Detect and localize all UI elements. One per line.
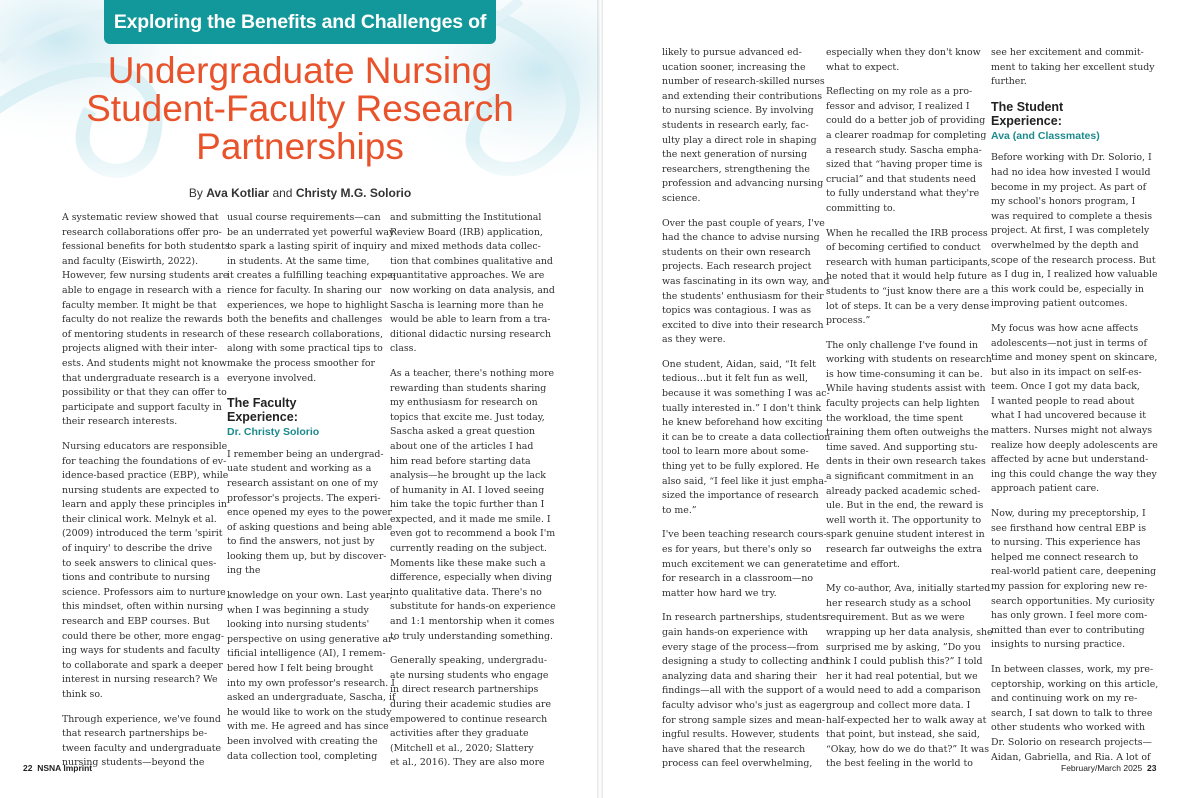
- text-line: see firsthand how central EBP is: [991, 522, 1147, 534]
- text-line: number of research-skilled nurses: [662, 76, 825, 88]
- text-line: activities after they graduate: [390, 728, 529, 740]
- paragraph: [662, 611, 829, 772]
- text-line: ditional didactic nursing research: [390, 328, 551, 340]
- text-line: even got to recommend a book I'm: [390, 528, 556, 540]
- text-line: research with human participants,: [826, 256, 991, 268]
- text-line: knowledge on your own. Last year,: [227, 590, 393, 602]
- text-line: improving patient outcomes.: [991, 298, 1128, 310]
- text-line: lot of steps. It can be a very dense: [826, 300, 990, 312]
- text-line: nursing students are expected to: [62, 484, 220, 496]
- text-line: working with students on research: [826, 354, 992, 366]
- text-line: idence-based practice (EBP), while: [62, 470, 229, 482]
- text-line: well worth it. The opportunity to: [826, 514, 982, 526]
- text-line: research collaborations offer pro-: [62, 226, 222, 238]
- text-line: and extending their contributions: [662, 90, 823, 102]
- section-heading-line: The Faculty: [227, 396, 297, 411]
- text-line: I wanted people to read about: [991, 395, 1135, 407]
- text-line: that point, but instead, she said,: [826, 729, 980, 741]
- text-line: to fully understand what they're: [826, 188, 980, 200]
- text-line: project. At first, I was completely: [991, 225, 1150, 237]
- article-title-line: Student-Faculty Research: [86, 88, 514, 129]
- text-line: findings—all with the support of a: [662, 685, 824, 697]
- text-line: be an underrated yet powerful way: [227, 226, 395, 238]
- text-line: teem. Once I got my data back,: [991, 381, 1140, 393]
- text-line: both the benefits and challenges: [227, 314, 383, 326]
- text-line: ests. And students might not know: [62, 357, 227, 369]
- page-number: 22: [23, 763, 33, 773]
- text-line: was fascinating in its own way, and: [662, 275, 830, 287]
- text-line: perspective on using generative ar-: [227, 633, 396, 645]
- text-line: helped me connect research to: [991, 551, 1139, 563]
- text-line: her research study as a school: [826, 597, 972, 609]
- section-subheading: Dr. Christy Solorio: [227, 426, 320, 439]
- text-line: My co-author, Ava, initially started: [826, 583, 991, 595]
- text-line: to seek answers to clinical ques-: [62, 557, 217, 569]
- byline-by: By: [188, 186, 203, 200]
- text-line: faculty projects can help lighten: [826, 398, 980, 410]
- text-line: tedious…but it felt fun as well,: [662, 373, 808, 385]
- text-line: matters. Nurses might not always: [991, 425, 1153, 437]
- text-line: insights to nursing practice.: [991, 639, 1126, 651]
- folio-left: [23, 763, 92, 773]
- text-line: tions and contribute to nursing: [62, 572, 211, 584]
- paragraph: [826, 227, 991, 329]
- text-line: process.”: [826, 315, 871, 327]
- text-line: students to “just know there are a: [826, 285, 989, 297]
- section-header-text: Exploring the Benefits and Challenges of: [113, 10, 487, 33]
- text-line: to nursing. This experience has: [991, 537, 1141, 549]
- text-line: for teaching the foundations of ev-: [62, 455, 227, 467]
- text-line: (Mitchell et al., 2020; Slattery: [390, 742, 534, 754]
- text-line: difference, especially when diving: [390, 572, 553, 584]
- text-line: dents in their own research takes: [826, 456, 986, 468]
- text-line: designing a study to collecting and: [662, 656, 829, 668]
- text-line: of humanity in AI. I loved seeing: [390, 484, 545, 496]
- byline: [40, 186, 560, 200]
- paragraph: [62, 211, 230, 430]
- text-line: is how time-consuming it can be.: [826, 368, 983, 380]
- text-line: While having students assist with: [826, 383, 986, 395]
- text-line: the workload, the time spent: [826, 412, 964, 424]
- paragraph: [227, 448, 393, 579]
- text-line: what to expect.: [826, 61, 900, 73]
- text-line: tificial intelligence (AI), I remem-: [227, 648, 386, 660]
- section-heading-line: The Student: [991, 99, 1064, 114]
- text-line: rience for faculty. In sharing our: [227, 284, 382, 296]
- text-line: analyzing data and sharing their: [662, 670, 817, 682]
- paragraph: [826, 46, 981, 75]
- text-line: could there be other, more engag-: [62, 630, 225, 642]
- text-line: professor's projects. The experi-: [227, 492, 381, 504]
- text-line: a clearer roadmap for completing: [826, 129, 987, 141]
- text-column-1: [62, 211, 230, 771]
- text-line: et al., 2016). They are also more: [390, 757, 545, 769]
- text-line: and continuing work on my re-: [991, 693, 1138, 705]
- text-line: topics that excite me. Just today,: [390, 411, 545, 423]
- text-line: time saved. And supporting stu-: [826, 441, 978, 453]
- text-line: learn and apply these principles in: [62, 499, 227, 511]
- text-line: As a teacher, there's nothing more: [390, 367, 555, 379]
- text-line: everyone involved.: [227, 372, 317, 384]
- paragraph: [662, 358, 831, 519]
- text-line: this work could be, especially in: [991, 283, 1144, 295]
- text-line: time and money spent on skincare,: [991, 352, 1158, 364]
- publication-name: NSNA Imprint: [37, 763, 93, 773]
- text-line: When he recalled the IRB process: [826, 227, 988, 239]
- text-column-3: [390, 211, 556, 771]
- text-line: further.: [991, 76, 1027, 88]
- paragraph: [662, 528, 827, 601]
- text-line: with me. He agreed and has since: [227, 721, 389, 733]
- section-heading-line: Experience:: [227, 410, 298, 425]
- page-number: 23: [1147, 763, 1157, 773]
- paragraph: [826, 85, 987, 216]
- text-line: see her excitement and commit-: [991, 47, 1144, 58]
- text-line: the best feeling in the world to: [826, 758, 973, 770]
- text-line: other students who worked with: [991, 722, 1146, 734]
- text-line: In research partnerships, students: [662, 612, 827, 624]
- text-line: quantitative approaches. We are: [390, 270, 545, 282]
- paragraph: [227, 589, 396, 764]
- text-line: the students' enthusiasm for their: [662, 290, 824, 302]
- text-line: Review Board (IRB) application,: [390, 226, 543, 238]
- text-line: A systematic review showed that: [62, 212, 219, 223]
- text-line: scope of the research process. But: [991, 254, 1156, 266]
- text-line: ence opened my eyes to the power: [227, 507, 392, 519]
- text-line: ucation sooner, increasing the: [662, 61, 806, 73]
- text-line: Now, during my preceptorship, I: [991, 508, 1146, 520]
- text-line: bered how I felt being brought: [227, 663, 374, 675]
- text-line: in direct research partnerships: [390, 684, 539, 696]
- text-line: approach patient care.: [991, 483, 1100, 495]
- text-line: possibility or that they can offer to: [62, 387, 227, 399]
- text-line: group and collect more data. I: [826, 699, 971, 711]
- text-line: of these research collaborations,: [227, 328, 383, 340]
- text-line: what I had uncovered because it: [991, 410, 1147, 422]
- text-line: in students. At the same time,: [227, 255, 370, 267]
- text-line: during their academic studies are: [390, 699, 552, 710]
- text-line: matter how hard we try.: [662, 587, 777, 599]
- text-line: ceptorship, working on this article,: [991, 678, 1159, 690]
- text-line: Reflecting on my role as a pro-: [826, 86, 973, 98]
- text-line: gain hands-on experience with: [662, 626, 808, 638]
- text-line: usual course requirements—can: [227, 212, 381, 223]
- text-line: he would like to work on the study: [227, 706, 392, 718]
- text-line: empowered to continue research: [390, 713, 548, 725]
- article-title: [40, 52, 560, 166]
- text-line: profession and advancing nursing: [662, 178, 824, 190]
- byline-and: and: [272, 186, 293, 200]
- text-column-4: [662, 46, 831, 772]
- text-line: of becoming certified to conduct: [826, 242, 981, 254]
- text-line: realize how deeply adolescents are: [991, 439, 1158, 451]
- text-line: My focus was how acne affects: [991, 322, 1139, 334]
- text-line: half-expected her to walk away at: [826, 714, 987, 726]
- text-line: already packed academic sched-: [826, 485, 981, 497]
- text-line: and 1:1 mentorship when it comes: [390, 616, 555, 628]
- text-line: projects aligned with their inter-: [62, 343, 218, 355]
- text-line: rewarding than students sharing: [390, 382, 547, 394]
- text-line: to spark a lasting spirit of inquiry: [227, 241, 387, 253]
- text-line: now working on data analysis, and: [390, 284, 555, 296]
- text-line: Moments like these make such a: [390, 557, 546, 569]
- section-header-tab: [104, 0, 496, 44]
- text-line: “Okay, how do we do that?” It was: [826, 743, 990, 755]
- text-line: data collection tool, completing: [227, 750, 378, 762]
- text-line: to nursing science. By involving: [662, 105, 814, 117]
- text-line: and submitting the Institutional: [390, 212, 542, 223]
- text-line: crucial” and that students need: [826, 173, 977, 185]
- text-line: students on their own research: [662, 246, 811, 258]
- text-line: likely to pursue advanced ed-: [662, 47, 802, 58]
- text-line: ate nursing students who engage: [390, 669, 549, 681]
- text-line: (2009) introduced the term 'spirit: [62, 528, 223, 540]
- paragraph: [62, 440, 229, 703]
- text-line: spark genuine student interest in: [826, 529, 985, 541]
- text-line: excited to dive into their research: [662, 319, 824, 331]
- text-line: to collaborate and spark a deeper: [62, 659, 223, 671]
- paragraph-group: [991, 151, 1159, 765]
- text-line: to me.”: [662, 504, 697, 516]
- text-line: research assistant on one of my: [227, 477, 379, 489]
- text-line: have shared that the research: [662, 743, 806, 755]
- text-line: their research interests.: [62, 416, 178, 428]
- text-line: es for years, but there's only so: [662, 544, 812, 555]
- page-gutter: [597, 0, 603, 798]
- text-line: but also in its impact on self-es-: [991, 366, 1142, 378]
- author-name: Christy M.G. Solorio: [295, 186, 412, 200]
- text-line: analysis—he brought up the lack: [390, 470, 546, 482]
- text-line: of asking questions and being able: [227, 521, 393, 533]
- text-line: experiences, we hope to highlight: [227, 299, 389, 311]
- text-line: when I was beginning a study: [227, 604, 369, 616]
- text-line: Dr. Solorio on research projects—: [991, 736, 1152, 748]
- paragraph: [390, 367, 556, 644]
- text-column-2: [227, 211, 396, 764]
- text-line: fessional benefits for both students: [62, 241, 230, 253]
- paragraph: [991, 322, 1158, 497]
- paragraph: [662, 46, 825, 207]
- text-line: much excitement we can generate: [662, 558, 826, 570]
- text-line: their clinical work. Melnyk et al.: [62, 513, 217, 525]
- text-line: looking into nursing students': [227, 619, 370, 631]
- text-line: especially when they don't know: [826, 47, 981, 58]
- text-line: process can feel overwhelming,: [662, 758, 813, 770]
- text-line: also said, “I feel like it just empha-: [662, 475, 828, 487]
- text-line: and mixed methods data collec-: [390, 241, 541, 253]
- text-line: class.: [390, 343, 417, 355]
- article-title-line: Partnerships: [196, 126, 404, 167]
- text-line: sized that “having proper time is: [826, 159, 983, 171]
- text-line: a research study. Sascha empha-: [826, 144, 982, 156]
- text-line: of inquiry' to describe the drive: [62, 543, 213, 555]
- paragraph: [826, 339, 992, 573]
- text-line: the next generation of nursing: [662, 149, 808, 161]
- text-line: of mentoring students in research: [62, 328, 225, 340]
- text-line: him read before starting data: [390, 455, 531, 467]
- text-line: sized the importance of research: [662, 490, 819, 502]
- text-line: as I dug in, I realized how valuable: [991, 269, 1158, 281]
- text-line: ing this could change the way they: [991, 468, 1157, 480]
- text-line: science. Professors aim to nurture: [62, 586, 226, 598]
- text-line: my school's honors program, I: [991, 196, 1136, 208]
- text-line: her it had real potential, but we: [826, 670, 978, 682]
- text-line: a significant commitment in an: [826, 471, 974, 483]
- text-line: make the process smoother for: [227, 357, 375, 369]
- text-line: committing to.: [826, 202, 896, 214]
- text-line: asked an undergraduate, Sascha, if: [227, 692, 396, 704]
- text-line: my passion for exploring new re-: [991, 581, 1148, 592]
- text-line: researchers, strengthening the: [662, 163, 810, 175]
- text-line: into my own professor's research. I: [227, 677, 395, 689]
- text-line: search, I sat down to talk to three: [991, 707, 1153, 719]
- paragraph: [662, 217, 830, 348]
- text-line: because it was something I was ac-: [662, 388, 830, 400]
- text-line: Generally speaking, undergradu-: [390, 655, 547, 667]
- text-line: overwhelmed by the depth and: [991, 239, 1139, 251]
- text-line: had no idea how invested I would: [991, 166, 1151, 178]
- paragraph: [991, 151, 1158, 312]
- text-line: training them often outweighs the: [826, 427, 989, 439]
- text-line: mitted than ever to contributing: [991, 624, 1145, 636]
- text-line: wrapping up her data analysis, she: [826, 626, 993, 638]
- text-line: about one of the articles I had: [390, 440, 534, 452]
- paragraph: [227, 211, 396, 386]
- text-line: projects. Each research project: [662, 261, 812, 273]
- text-line: him take the topic further than I: [390, 499, 545, 511]
- text-line: Before working with Dr. Solorio, I: [991, 152, 1152, 164]
- text-line: The only challenge I've found in: [826, 339, 979, 351]
- text-line: Aidan, Gabriella, and Ria. A lot of: [991, 751, 1151, 763]
- text-line: and faculty (Eiswirth, 2022).: [62, 255, 199, 267]
- issue-date: February/March 2025: [1061, 763, 1143, 773]
- paragraph: [991, 507, 1157, 653]
- text-line: think I could publish this?” I told: [826, 656, 983, 668]
- text-line: every stage of the process—from: [662, 641, 819, 653]
- text-line: could do a better job of providing: [826, 115, 986, 127]
- text-line: this mindset, often within nursing: [62, 601, 224, 613]
- text-line: Nursing educators are responsible: [62, 440, 228, 452]
- text-line: my enthusiasm for research on: [390, 397, 538, 409]
- section-heading: [991, 100, 1141, 128]
- text-line: I remember being an undergrad-: [227, 448, 384, 460]
- text-line: it creates a fulfilling teaching expe-: [227, 270, 396, 282]
- text-line: requirement. But as we were: [826, 612, 965, 624]
- text-line: along with some practical tips to: [227, 343, 383, 355]
- text-column-5: [826, 46, 993, 772]
- text-line: Sascha asked a great question: [390, 426, 536, 438]
- text-line: ingful results. However, students: [662, 729, 820, 741]
- text-line: nursing students—beyond the: [62, 757, 205, 769]
- text-line: it can be to create a data collection: [662, 431, 831, 443]
- text-line: think so.: [62, 689, 103, 700]
- text-line: has only grown. I feel more com-: [991, 610, 1148, 622]
- text-line: interest in nursing research? We: [62, 674, 218, 686]
- text-line: research far outweighs the extra: [826, 544, 983, 555]
- text-line: research and EBP courses. But: [62, 616, 210, 628]
- author-name: Ava Kotliar: [206, 186, 270, 200]
- text-line: adolescents—not just in terms of: [991, 337, 1147, 349]
- text-line: search opportunities. My curiosity: [991, 595, 1155, 607]
- text-line: ulty play a direct role in shaping: [662, 134, 817, 146]
- paragraph: [826, 582, 993, 772]
- text-line: faculty do not realize the rewards: [62, 314, 223, 326]
- text-line: that undergraduate research is a: [62, 372, 220, 384]
- section-heading: [227, 396, 373, 424]
- text-line: In between classes, work, my pre-: [991, 663, 1154, 675]
- text-line: ment to taking her excellent study: [991, 61, 1155, 73]
- text-line: to truly understanding something.: [390, 630, 554, 642]
- paragraph: [390, 654, 552, 771]
- text-line: participate and support faculty in: [62, 401, 222, 413]
- text-line: looking them up, but by discover-: [227, 550, 387, 562]
- text-line: affected by acne but understand-: [991, 454, 1149, 466]
- text-line: had the chance to advise nursing: [662, 232, 820, 244]
- section-subheading: Ava (and Classmates): [991, 129, 1100, 142]
- text-line: real-world patient care, deepening: [991, 566, 1157, 578]
- text-line: tually interested in.” I don't think: [662, 402, 822, 414]
- text-line: ing the: [227, 565, 261, 577]
- text-line: Over the past couple of years, I've: [662, 217, 825, 229]
- text-line: substitute for hands-on experience: [390, 601, 556, 613]
- text-line: become in my project. As part of: [991, 181, 1147, 193]
- text-line: that research partnerships be-: [62, 728, 208, 740]
- paragraph: [991, 663, 1159, 765]
- article-title-line: Undergraduate Nursing: [107, 50, 493, 91]
- text-line: I've been teaching research cours-: [662, 529, 827, 541]
- text-line: expected, and it made me smile. I: [390, 513, 551, 525]
- paragraph: [991, 46, 1155, 90]
- text-line: faculty member. It might be that: [62, 299, 217, 311]
- text-line: would need to add a comparison: [826, 685, 981, 697]
- text-line: thing yet to be fully explored. He: [662, 461, 820, 473]
- text-line: tool to learn more about some-: [662, 446, 809, 458]
- text-line: ing ways for students and faculty: [62, 645, 221, 657]
- text-column-6: [991, 46, 1159, 765]
- text-line: One student, Aidan, said, “It felt: [662, 358, 816, 370]
- text-line: for strong sample sizes and mean-: [662, 714, 826, 726]
- text-line: for research in a classroom—no: [662, 573, 814, 585]
- text-line: Sascha is learning more than he: [390, 299, 544, 311]
- text-line: he knew beforehand how exciting: [662, 417, 823, 429]
- text-line: time and effort.: [826, 558, 900, 570]
- text-line: topics was contagious. I was as: [662, 305, 812, 317]
- text-line: surprised me by asking, ”Do you: [826, 641, 981, 653]
- text-line: However, few nursing students are: [62, 270, 229, 282]
- text-line: fessor and advisor, I realized I: [826, 100, 970, 112]
- text-line: able to engage in research with a: [62, 284, 222, 296]
- text-line: tion that combines qualitative and: [390, 255, 553, 267]
- paragraph: [390, 211, 555, 357]
- text-line: to find the answers, not just by: [227, 536, 375, 548]
- text-line: was required to complete a thesis: [991, 210, 1153, 222]
- text-line: currently reading on the subject.: [390, 543, 547, 555]
- section-heading-line: Experience:: [991, 113, 1062, 128]
- text-line: uate student and working as a: [227, 463, 372, 475]
- text-line: tween faculty and undergraduate: [62, 742, 222, 754]
- text-line: been involved with creating the: [227, 736, 378, 747]
- text-line: as they were.: [662, 334, 726, 346]
- text-line: students in research early, fac-: [662, 119, 809, 131]
- text-line: into qualitative data. There's no: [390, 586, 542, 598]
- text-line: science.: [662, 192, 701, 204]
- text-line: ule. But in the end, the reward is: [826, 500, 984, 512]
- text-line: would be able to learn from a tra-: [390, 314, 551, 326]
- text-line: faculty advisor who's just as eager: [662, 699, 827, 711]
- text-line: he noted that it would help future: [826, 271, 988, 283]
- text-line: Through experience, we've found: [62, 713, 221, 725]
